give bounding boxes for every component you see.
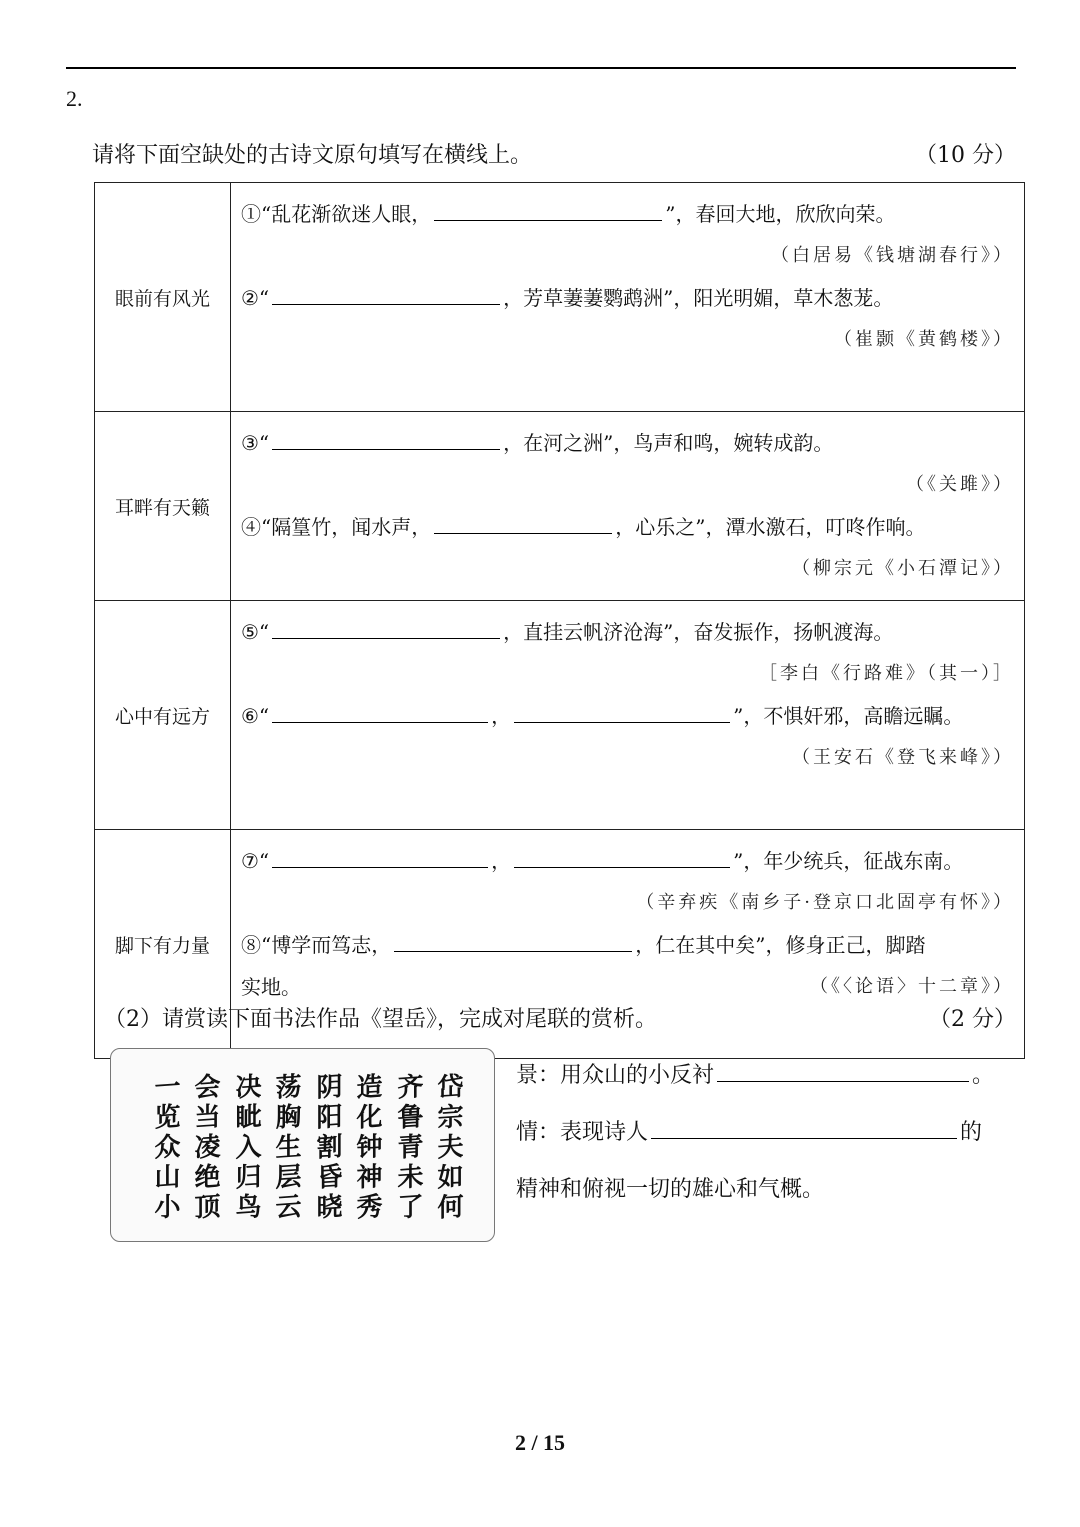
answer-blank[interactable] [272,427,500,450]
category-label: 耳畔有天籁 [95,412,231,601]
question-number: 2. [66,86,83,111]
item-1: ①“乱花渐欲迷人眼， ”，春回大地，欣欣向荣。 [241,193,1014,235]
calligraphy-column: 会当凌绝顶 [190,1071,221,1225]
emotion-line: 情：表现诗人 的 [516,1115,982,1146]
item-7: ⑦“ ， ”，年少统兵，征战东南。 [241,840,1014,882]
answer-blank[interactable] [394,929,632,952]
answer-blank[interactable] [272,282,500,305]
item-2: ②“ ，芳草萋萋鹦鹉洲”，阳光明媚，草木葱茏。 [241,277,1014,319]
items-cell [231,412,1025,601]
item-8-continued: 实地。 （《〈论语〉十二章》） [241,966,1014,1008]
poem-table [94,182,1025,1059]
answer-blank[interactable] [272,616,500,639]
item-8: ⑧“博学而笃志， ，仁在其中矣”，修身正己，脚踏 [241,924,1014,966]
items-cell [231,601,1025,830]
table-row [95,183,1025,412]
answer-blank[interactable] [272,700,488,723]
calligraphy-column: 决眦入归鸟 [230,1071,261,1225]
citation: （辛弃疾《南乡子·登京口北固亭有怀》） [636,892,1014,913]
answer-blank[interactable] [434,198,662,221]
category-label: 眼前有风光 [95,183,231,412]
calligraphy-image [110,1048,495,1242]
citation: （柳宗元《小石潭记》） [792,558,1014,579]
citation: ［李白《行路难》（其一）］ [759,663,1014,684]
page-number: 2 / 15 [514,1430,566,1455]
emotion-continued: 精神和俯视一切的雄心和气概。 [516,1177,825,1202]
category-label: 脚下有力量 [95,830,231,1059]
item-3: ③“ ，在河之洲”，鸟声和鸣，婉转成韵。 [241,422,1014,464]
answer-blank[interactable] [717,1059,969,1082]
part2-prompt: （2）请赏读下面书法作品《望岳》，完成对尾联的赏析。 [104,1007,657,1032]
calligraphy-column: 阴阳割昏晓 [311,1071,342,1225]
citation: （《关雎》） [906,474,1014,495]
answer-blank[interactable] [514,700,730,723]
citation: （崔颢《黄鹤楼》） [834,329,1014,350]
item-6: ⑥“ ， ”，不惧奸邪，高瞻远瞩。 [241,695,1014,737]
category-label: 心中有远方 [95,601,231,830]
header-rule [66,67,1016,69]
answer-blank[interactable] [651,1116,957,1139]
answer-blank[interactable] [272,845,488,868]
answer-blank[interactable] [514,845,730,868]
calligraphy-column: 荡胸生层云 [271,1071,302,1225]
answer-blank[interactable] [434,511,612,534]
table-row [95,412,1025,601]
calligraphy-column: 岱宗夫如何 [432,1071,463,1225]
table-row [95,601,1025,830]
citation: （白居易《钱塘湖春行》） [771,245,1014,266]
calligraphy-column: 齐鲁青未了 [392,1071,423,1225]
items-cell [231,183,1025,412]
citation: （《〈论语〉十二章》） [810,976,1014,997]
item-5: ⑤“ ，直挂云帆济沧海”，奋发振作，扬帆渡海。 [241,611,1014,653]
scene-line: 景：用众山的小反衬 。 [516,1058,994,1089]
question-instruction: 请将下面空缺处的古诗文原句填写在横线上。 [92,143,533,168]
citation: （王安石《登飞来峰》） [792,747,1014,768]
question-score: （10 分） [915,143,1016,168]
calligraphy-column: 造化钟神秀 [352,1071,383,1225]
calligraphy-column: 一览众山小 [150,1071,180,1225]
part2-score: （2 分） [929,1007,1016,1032]
item-4: ④“隔篁竹，闻水声， ，心乐之”，潭水激石，叮咚作响。 [241,506,1014,548]
